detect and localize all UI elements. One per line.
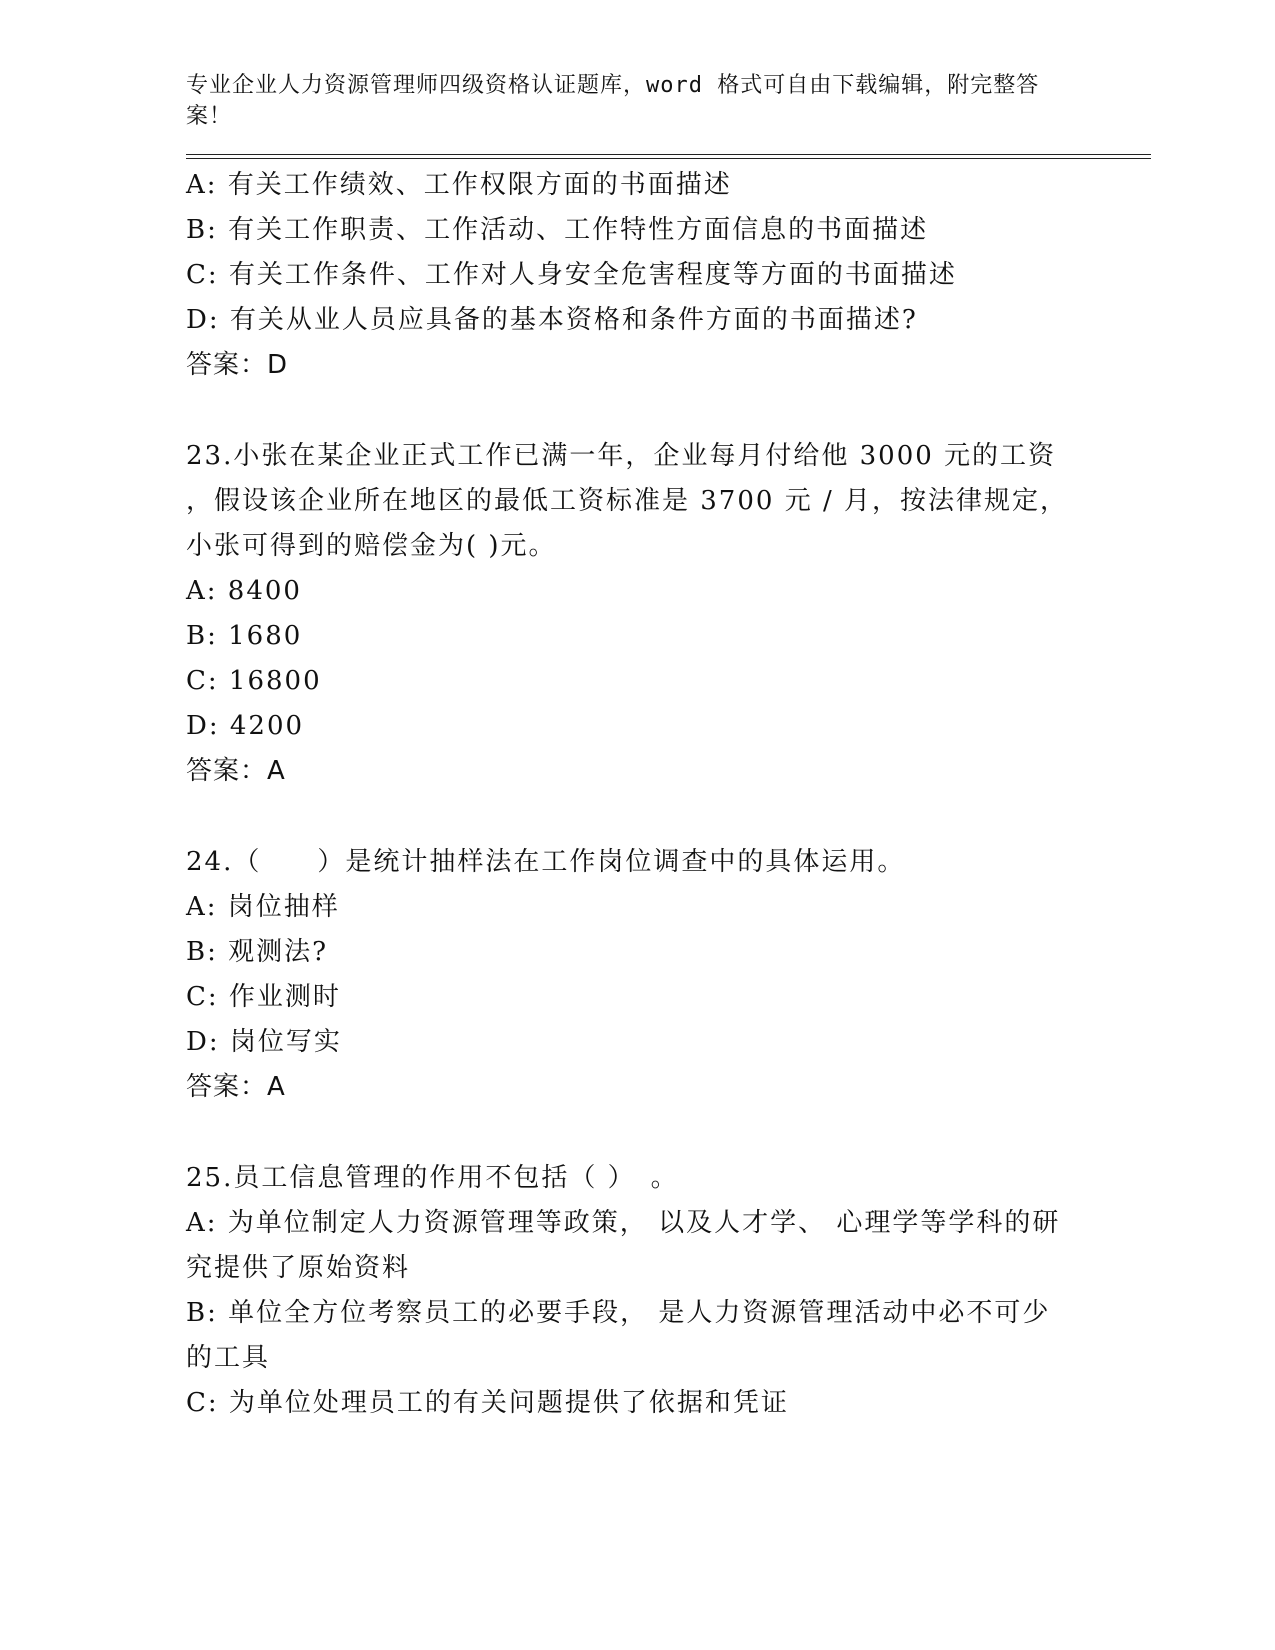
option-c: C: 为单位处理员工的有关问题提供了依据和凭证 <box>186 1388 789 1418</box>
spacer <box>186 388 1151 434</box>
question-stem-line: 23.小张在某企业正式工作已满一年，企业每月付给他 3000 元的工资 <box>186 441 1057 471</box>
option-c: C: 有关工作条件、工作对人身安全危害程度等方面的书面描述 <box>186 260 957 290</box>
answer: 答案：A <box>186 1072 286 1102</box>
question-stem-line: 小张可得到的赔偿金为( )元。 <box>186 531 557 561</box>
option-d: D: 岗位写实 <box>186 1027 342 1057</box>
option-b: B: 有关工作职责、工作活动、工作特性方面信息的书面描述 <box>186 215 929 245</box>
question-content <box>186 163 1151 1426</box>
option-d: D: 4200 <box>186 711 305 741</box>
document-page <box>186 70 1151 1426</box>
option-c: C: 作业测时 <box>186 982 341 1012</box>
option-a: A: 有关工作绩效、工作权限方面的书面描述 <box>186 170 732 200</box>
spacer <box>186 1110 1151 1156</box>
question-25 <box>186 1156 1151 1426</box>
answer: 答案：A <box>186 756 286 786</box>
question-24 <box>186 840 1151 1110</box>
option-b: B: 观测法? <box>186 937 329 967</box>
question-23 <box>186 434 1151 794</box>
document-header: 专业企业人力资源管理师四级资格认证题库，word 格式可自由下载编辑，附完整答案！ <box>186 73 1040 129</box>
option-a: A: 岗位抽样 <box>186 892 340 922</box>
option-b: B: 1680 <box>186 621 303 651</box>
question-stem: 25.员工信息管理的作用不包括（ ） 。 <box>186 1163 679 1193</box>
question-stem: 24.（ ）是统计抽样法在工作岗位调查中的具体运用。 <box>186 847 906 877</box>
option-c: C: 16800 <box>186 666 322 696</box>
header-divider <box>186 154 1151 159</box>
option-a: A: 8400 <box>186 576 302 606</box>
question-stem-line: ，假设该企业所在地区的最低工资标准是 3700 元 / 月，按法律规定， <box>186 486 1068 516</box>
question-22 <box>186 163 1151 388</box>
spacer <box>186 794 1151 840</box>
option-d: D: 有关从业人员应具备的基本资格和条件方面的书面描述? <box>186 305 918 335</box>
answer: 答案：D <box>186 350 289 380</box>
option-b: B: 单位全方位考察员工的必要手段， 是人力资源管理活动中必不可少的工具 <box>186 1298 1051 1373</box>
option-a: A: 为单位制定人力资源管理等政策， 以及人才学、 心理学等学科的研究提供了原始资料 <box>186 1208 1061 1283</box>
